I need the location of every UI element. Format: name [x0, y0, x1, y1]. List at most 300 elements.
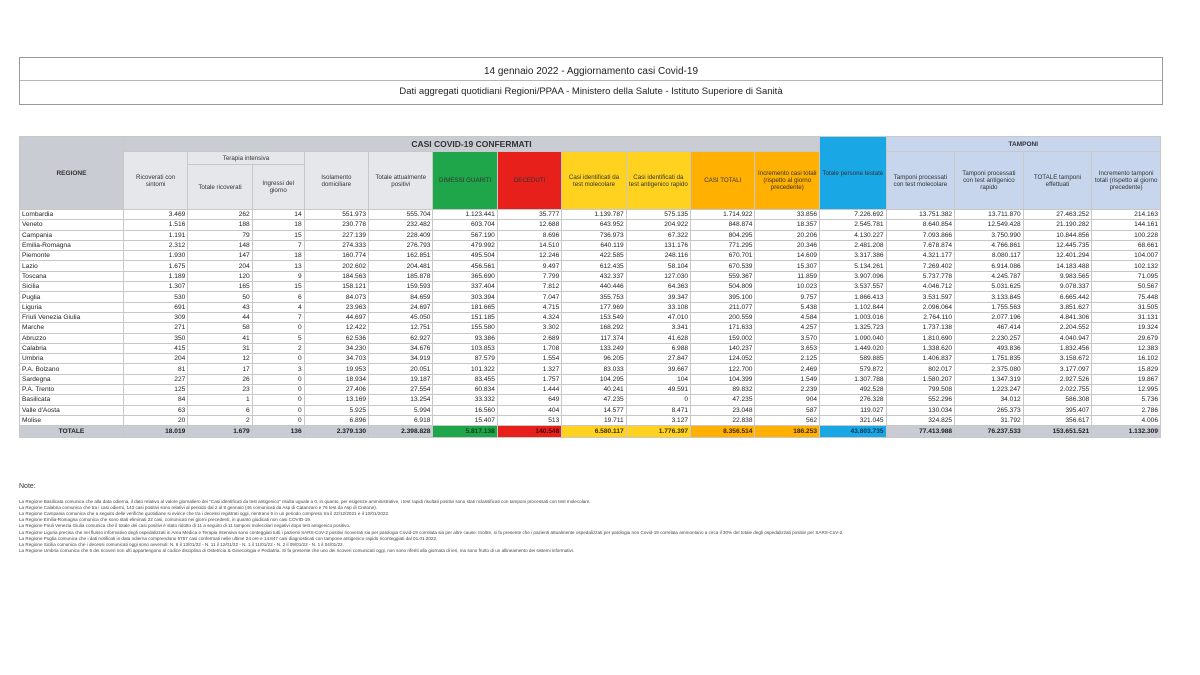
value-cell: 1.444 [497, 385, 561, 395]
table-row [20, 240, 1161, 250]
value-cell: 15 [252, 230, 304, 240]
value-cell: 34.230 [304, 343, 368, 353]
value-cell: 20.051 [369, 364, 433, 374]
group-header-terapia-intensiva: Terapia intensiva [188, 152, 304, 165]
value-cell: 7 [252, 240, 304, 250]
value-cell: 7.093.866 [886, 230, 955, 240]
region-name-cell: Marche [20, 323, 124, 333]
value-cell: 1.776.397 [626, 426, 690, 438]
value-cell: 555.704 [369, 210, 433, 220]
value-cell: 168.292 [562, 323, 626, 333]
notes-section [19, 484, 1161, 554]
value-cell: 493.836 [955, 343, 1024, 353]
value-cell: 2.096.064 [886, 302, 955, 312]
value-cell: 5.817.138 [433, 426, 497, 438]
value-cell: 155.580 [433, 323, 497, 333]
value-cell: 33.332 [433, 395, 497, 405]
value-cell: 4.321.177 [886, 251, 955, 261]
value-cell: 89.832 [691, 385, 755, 395]
value-cell: 1.223.247 [955, 385, 1024, 395]
value-cell: 1.189 [123, 271, 187, 281]
value-cell: 185.878 [369, 271, 433, 281]
value-cell: 9.983.565 [1023, 271, 1092, 281]
value-cell: 5.737.778 [886, 271, 955, 281]
value-cell: 122.700 [691, 364, 755, 374]
value-cell: 27.847 [626, 354, 690, 364]
value-cell: 1.139.787 [562, 210, 626, 220]
group-header-confermati: CASI COVID-19 CONFERMATI [123, 137, 819, 152]
value-cell: 276.793 [369, 240, 433, 250]
value-cell: 8.640.854 [886, 220, 955, 230]
value-cell: 309 [123, 312, 187, 322]
notes-title: Note: [19, 483, 36, 490]
value-cell: 3.750.990 [955, 230, 1024, 240]
value-cell: 1.132.309 [1092, 426, 1161, 438]
value-cell: 1.516 [123, 220, 187, 230]
value-cell: 17 [188, 364, 252, 374]
value-cell: 7.226.692 [820, 210, 886, 220]
value-cell: 227.139 [304, 230, 368, 240]
table-body [20, 210, 1161, 438]
value-cell: 43 [188, 302, 252, 312]
note-line: La Regione Calabria comunica che tra i casi odierni, 143 casi positivi sono relativi al periodo dal 2 al 8 gennaio (46 comunicati da Asp di Catanzaro e 76 test da Asp di Crotone). [19, 505, 378, 511]
value-cell: 848.874 [691, 220, 755, 230]
table-row [20, 312, 1161, 322]
value-cell: 22.838 [691, 415, 755, 425]
note-line: La Regione Emilia-Romagna comunica che sono stati eliminati 22 casi, comunicati nei giorni precedenti, in quanto giudicati non casi COVID-19. [19, 517, 312, 523]
value-cell: 612.435 [562, 261, 626, 271]
value-cell: 83.033 [562, 364, 626, 374]
value-cell: 34.676 [369, 343, 433, 353]
value-cell: 13.254 [369, 395, 433, 405]
report-title-box [19, 57, 1163, 105]
value-cell: 4.766.861 [955, 240, 1024, 250]
value-cell: 265.373 [955, 405, 1024, 415]
value-cell: 2.125 [755, 354, 820, 364]
value-cell: 24.697 [369, 302, 433, 312]
value-cell: 365.690 [433, 271, 497, 281]
table-row [20, 405, 1161, 415]
col-header-antigenico: Casi identificati da test antigenico rapido [626, 152, 690, 210]
table-row [20, 333, 1161, 343]
col-header-ricoverati: Ricoverati con sintomi [123, 152, 187, 210]
value-cell: 2.764.110 [886, 312, 955, 322]
value-cell: 171.633 [691, 323, 755, 333]
value-cell: 1.737.138 [886, 323, 955, 333]
value-cell: 2.398.828 [369, 426, 433, 438]
value-cell: 13.751.382 [886, 210, 955, 220]
value-cell: 27.406 [304, 385, 368, 395]
value-cell: 50.567 [1092, 282, 1161, 292]
value-cell: 3.127 [626, 415, 690, 425]
value-cell: 2.022.755 [1023, 385, 1092, 395]
value-cell: 211.077 [691, 302, 755, 312]
value-cell: 39.667 [626, 364, 690, 374]
value-cell: 1.751.835 [955, 354, 1024, 364]
value-cell: 1.832.456 [1023, 343, 1092, 353]
value-cell: 214.163 [1092, 210, 1161, 220]
value-cell: 504.809 [691, 282, 755, 292]
region-name-cell: Abruzzo [20, 333, 124, 343]
value-cell: 771.295 [691, 240, 755, 250]
value-cell: 15.307 [755, 261, 820, 271]
value-cell: 649 [497, 395, 561, 405]
table-row [20, 220, 1161, 230]
region-name-cell: Basilicata [20, 395, 124, 405]
value-cell: 1.810.690 [886, 333, 955, 343]
value-cell: 1.714.922 [691, 210, 755, 220]
value-cell: 14.577 [562, 405, 626, 415]
value-cell: 440.446 [562, 282, 626, 292]
table-row [20, 251, 1161, 261]
value-cell: 18 [252, 251, 304, 261]
region-name-cell: Campania [20, 230, 124, 240]
value-cell: 159.593 [369, 282, 433, 292]
col-header-regione: REGIONE [20, 137, 124, 210]
value-cell: 26 [188, 374, 252, 384]
title-divider [20, 80, 1162, 81]
value-cell: 4.046.712 [886, 282, 955, 292]
region-name-cell: Lazio [20, 261, 124, 271]
value-cell: 19.324 [1092, 323, 1161, 333]
value-cell: 12.751 [369, 323, 433, 333]
value-cell: 0 [626, 395, 690, 405]
value-cell: 5.925 [304, 405, 368, 415]
value-cell: 9 [252, 271, 304, 281]
group-header-tamponi: TAMPONI [886, 137, 1160, 152]
value-cell: 1.406.837 [886, 354, 955, 364]
value-cell: 83.455 [433, 374, 497, 384]
value-cell: 5.994 [369, 405, 433, 415]
table-row [20, 323, 1161, 333]
value-cell: 1 [188, 395, 252, 405]
value-cell: 7.678.874 [886, 240, 955, 250]
value-cell: 144.161 [1092, 220, 1161, 230]
value-cell: 2.786 [1092, 405, 1161, 415]
value-cell: 5.736 [1092, 395, 1161, 405]
region-name-cell: Emilia-Romagna [20, 240, 124, 250]
value-cell: 1.307.788 [820, 374, 886, 384]
value-cell: 79 [188, 230, 252, 240]
value-cell: 513 [497, 415, 561, 425]
value-cell: 40.241 [562, 385, 626, 395]
value-cell: 204.922 [626, 220, 690, 230]
value-cell: 29.679 [1092, 333, 1161, 343]
value-cell: 184.563 [304, 271, 368, 281]
value-cell: 0 [252, 323, 304, 333]
value-cell: 552.296 [886, 395, 955, 405]
value-cell: 1.708 [497, 343, 561, 353]
value-cell: 2.689 [497, 333, 561, 343]
col-header-ti-ingressi: Ingressi del giorno [252, 165, 304, 210]
value-cell: 153.651.521 [1023, 426, 1092, 438]
col-header-deceduti: DECEDUTI [497, 152, 561, 210]
region-name-cell: P.A. Trento [20, 385, 124, 395]
value-cell: 120 [188, 271, 252, 281]
value-cell: 96.205 [562, 354, 626, 364]
value-cell: 131.176 [626, 240, 690, 250]
value-cell: 2.927.526 [1023, 374, 1092, 384]
value-cell: 2.230.257 [955, 333, 1024, 343]
value-cell: 4.715 [497, 302, 561, 312]
value-cell: 15.829 [1092, 364, 1161, 374]
value-cell: 119.027 [820, 405, 886, 415]
value-cell: 4.324 [497, 312, 561, 322]
col-header-positivi: Totale attualmente positivi [369, 152, 433, 210]
col-header-casi-totali: CASI TOTALI [691, 152, 755, 210]
value-cell: 232.482 [369, 220, 433, 230]
value-cell: 93.386 [433, 333, 497, 343]
value-cell: 204 [123, 354, 187, 364]
value-cell: 587 [755, 405, 820, 415]
value-cell: 18.357 [755, 220, 820, 230]
value-cell: 350 [123, 333, 187, 343]
value-cell: 84 [123, 395, 187, 405]
value-cell: 20.346 [755, 240, 820, 250]
col-header-persone-testate: Totale persone testate [820, 137, 886, 210]
value-cell: 15 [252, 282, 304, 292]
value-cell: 10.023 [755, 282, 820, 292]
value-cell: 81 [123, 364, 187, 374]
region-name-cell: Sardegna [20, 374, 124, 384]
value-cell: 125 [123, 385, 187, 395]
value-cell: 1.866.413 [820, 292, 886, 302]
value-cell: 9.497 [497, 261, 561, 271]
value-cell: 34.919 [369, 354, 433, 364]
value-cell: 4.841.306 [1023, 312, 1092, 322]
value-cell: 14 [252, 210, 304, 220]
table-row [20, 415, 1161, 425]
col-header-dimessi: DIMESSI GUARITI [433, 152, 497, 210]
value-cell: 5.438 [755, 302, 820, 312]
value-cell: 0 [252, 354, 304, 364]
value-cell: 5 [252, 333, 304, 343]
value-cell: 34.703 [304, 354, 368, 364]
region-name-cell: Toscana [20, 271, 124, 281]
value-cell: 1.090.040 [820, 333, 886, 343]
value-cell: 575.135 [626, 210, 690, 220]
value-cell: 551.973 [304, 210, 368, 220]
value-cell: 58 [188, 323, 252, 333]
value-cell: 3.851.627 [1023, 302, 1092, 312]
value-cell: 7 [252, 312, 304, 322]
value-cell: 133.249 [562, 343, 626, 353]
region-name-cell: TOTALE [20, 426, 124, 438]
region-name-cell: Calabria [20, 343, 124, 353]
value-cell: 1.325.723 [820, 323, 886, 333]
value-cell: 5.134.261 [820, 261, 886, 271]
value-cell: 4.006 [1092, 415, 1161, 425]
value-cell: 2.077.196 [955, 312, 1024, 322]
value-cell: 147 [188, 251, 252, 261]
col-header-tamponi-antigenico: Tamponi processati con test antigenico rapido [955, 152, 1024, 210]
value-cell: 356.617 [1023, 415, 1092, 425]
value-cell: 3.133.845 [955, 292, 1024, 302]
value-cell: 479.992 [433, 240, 497, 250]
value-cell: 355.753 [562, 292, 626, 302]
value-cell: 186.253 [755, 426, 820, 438]
value-cell: 8.080.117 [955, 251, 1024, 261]
value-cell: 3.469 [123, 210, 187, 220]
total-row [20, 426, 1161, 438]
value-cell: 562 [755, 415, 820, 425]
value-cell: 76.237.533 [955, 426, 1024, 438]
value-cell: 1.930 [123, 251, 187, 261]
value-cell: 39.347 [626, 292, 690, 302]
value-cell: 165 [188, 282, 252, 292]
value-cell: 8.471 [626, 405, 690, 415]
value-cell: 75.448 [1092, 292, 1161, 302]
value-cell: 1.757 [497, 374, 561, 384]
value-cell: 63 [123, 405, 187, 415]
value-cell: 6.580.117 [562, 426, 626, 438]
value-cell: 67.322 [626, 230, 690, 240]
value-cell: 45.050 [369, 312, 433, 322]
value-cell: 1.003.016 [820, 312, 886, 322]
value-cell: 3.317.386 [820, 251, 886, 261]
value-cell: 14.510 [497, 240, 561, 250]
value-cell: 1.327 [497, 364, 561, 374]
region-name-cell: Liguria [20, 302, 124, 312]
note-line: La Regione Basilicata comunica che alla data odierna, il dato relativo al valore giornaliero dei "Casi identificati da test antigenico" risulta uguale a 0, in quanto, per esigenze amministrative, i test rapidi risultati positivi sono stati riclassificati con tamponi processati con test molecolare. [19, 499, 591, 505]
value-cell: 124.052 [691, 354, 755, 364]
table-row [20, 385, 1161, 395]
table-row [20, 343, 1161, 353]
value-cell: 3.531.597 [886, 292, 955, 302]
value-cell: 23 [188, 385, 252, 395]
value-cell: 7.799 [497, 271, 561, 281]
value-cell: 13.169 [304, 395, 368, 405]
value-cell: 12.445.735 [1023, 240, 1092, 250]
value-cell: 18.934 [304, 374, 368, 384]
value-cell: 3.158.672 [1023, 354, 1092, 364]
value-cell: 18 [252, 220, 304, 230]
value-cell: 13 [252, 261, 304, 271]
value-cell: 0 [252, 374, 304, 384]
value-cell: 127.030 [626, 271, 690, 281]
value-cell: 34.012 [955, 395, 1024, 405]
value-cell: 6.665.442 [1023, 292, 1092, 302]
value-cell: 395.407 [1023, 405, 1092, 415]
table-row [20, 261, 1161, 271]
note-line: La Regione Friuli Venezia Giulia comunica che il totale dei casi positivi è stato ridotto di 11 a seguito di 11 tamponi molecolari negativi dopo test antigenico positivo. [19, 523, 351, 529]
value-cell: 495.504 [433, 251, 497, 261]
value-cell: 0 [252, 395, 304, 405]
value-cell: 7.269.402 [886, 261, 955, 271]
table-row [20, 364, 1161, 374]
value-cell: 27.554 [369, 385, 433, 395]
value-cell: 262 [188, 210, 252, 220]
value-cell: 337.404 [433, 282, 497, 292]
value-cell: 140.237 [691, 343, 755, 353]
value-cell: 62.536 [304, 333, 368, 343]
value-cell: 159.002 [691, 333, 755, 343]
value-cell: 19.711 [562, 415, 626, 425]
value-cell: 64.363 [626, 282, 690, 292]
value-cell: 603.704 [433, 220, 497, 230]
value-cell: 456.561 [433, 261, 497, 271]
value-cell: 271 [123, 323, 187, 333]
col-header-ti-totale: Totale ricoverati [188, 165, 252, 210]
value-cell: 404 [497, 405, 561, 415]
value-cell: 230.778 [304, 220, 368, 230]
value-cell: 43.803.735 [820, 426, 886, 438]
value-cell: 12.401.294 [1023, 251, 1092, 261]
value-cell: 204 [188, 261, 252, 271]
value-cell: 3.537.557 [820, 282, 886, 292]
value-cell: 640.119 [562, 240, 626, 250]
value-cell: 87.579 [433, 354, 497, 364]
value-cell: 303.394 [433, 292, 497, 302]
value-cell: 559.367 [691, 271, 755, 281]
value-cell: 274.333 [304, 240, 368, 250]
value-cell: 5.031.625 [955, 282, 1024, 292]
report-subtitle: Dati aggregati quotidiani Regioni/PPAA - Ministero della Salute - Istituto Superiore di Sanità [399, 86, 783, 97]
value-cell: 3 [252, 364, 304, 374]
value-cell: 1.755.563 [955, 302, 1024, 312]
note-line: La Regione Sicilia comunica che i decessi comunicati oggi sono avvenuti: N. 6 il 13/01/22 - N. 11 il 12/01/22 - N. 1 il 11/01/22 - N. 2 il 09/01/22 - N. 1 il 04/01/22. [19, 541, 344, 547]
value-cell: 567.190 [433, 230, 497, 240]
value-cell: 4.584 [755, 312, 820, 322]
value-cell: 670.701 [691, 251, 755, 261]
value-cell: 12.549.428 [955, 220, 1024, 230]
value-cell: 13.711.870 [955, 210, 1024, 220]
value-cell: 84.659 [369, 292, 433, 302]
value-cell: 20.206 [755, 230, 820, 240]
value-cell: 58.104 [626, 261, 690, 271]
value-cell: 10.844.856 [1023, 230, 1092, 240]
value-cell: 3.653 [755, 343, 820, 353]
region-name-cell: Lombardia [20, 210, 124, 220]
value-cell: 4.257 [755, 323, 820, 333]
value-cell: 104 [626, 374, 690, 384]
value-cell: 162.851 [369, 251, 433, 261]
value-cell: 643.952 [562, 220, 626, 230]
col-header-tamponi-molecolare: Tamponi processati con test molecolare [886, 152, 955, 210]
value-cell: 19.867 [1092, 374, 1161, 384]
table-row [20, 395, 1161, 405]
value-cell: 2.312 [123, 240, 187, 250]
value-cell: 0 [252, 405, 304, 415]
value-cell: 736.973 [562, 230, 626, 240]
table-row [20, 354, 1161, 364]
region-name-cell: Veneto [20, 220, 124, 230]
value-cell: 104.295 [562, 374, 626, 384]
value-cell: 1.338.620 [886, 343, 955, 353]
value-cell: 2.481.208 [820, 240, 886, 250]
value-cell: 31.505 [1092, 302, 1161, 312]
region-name-cell: Friuli Venezia Giulia [20, 312, 124, 322]
value-cell: 12.688 [497, 220, 561, 230]
value-cell: 3.570 [755, 333, 820, 343]
value-cell: 130.034 [886, 405, 955, 415]
value-cell: 530 [123, 292, 187, 302]
value-cell: 27.463.252 [1023, 210, 1092, 220]
value-cell: 8.696 [497, 230, 561, 240]
table-row [20, 230, 1161, 240]
value-cell: 140.548 [497, 426, 561, 438]
value-cell: 16.560 [433, 405, 497, 415]
value-cell: 44 [188, 312, 252, 322]
value-cell: 188 [188, 220, 252, 230]
value-cell: 0 [252, 385, 304, 395]
table-row [20, 282, 1161, 292]
value-cell: 20 [123, 415, 187, 425]
note-line: La Regione Umbria comunica che 5 dei ricoveri non ulti appartengono al codice disciplina di Ostetricia & Ginecologia e Pediatria. Si fa presente che uno dei ricoveri comunicati oggi, non sono riferiti alla giornata di ieri, ma sono frutto di un allineamento dei sistemi informativi. [19, 547, 575, 553]
value-cell: 579.872 [820, 364, 886, 374]
col-header-molecolare: Casi identificati da test molecolare [562, 152, 626, 210]
value-cell: 6 [188, 405, 252, 415]
